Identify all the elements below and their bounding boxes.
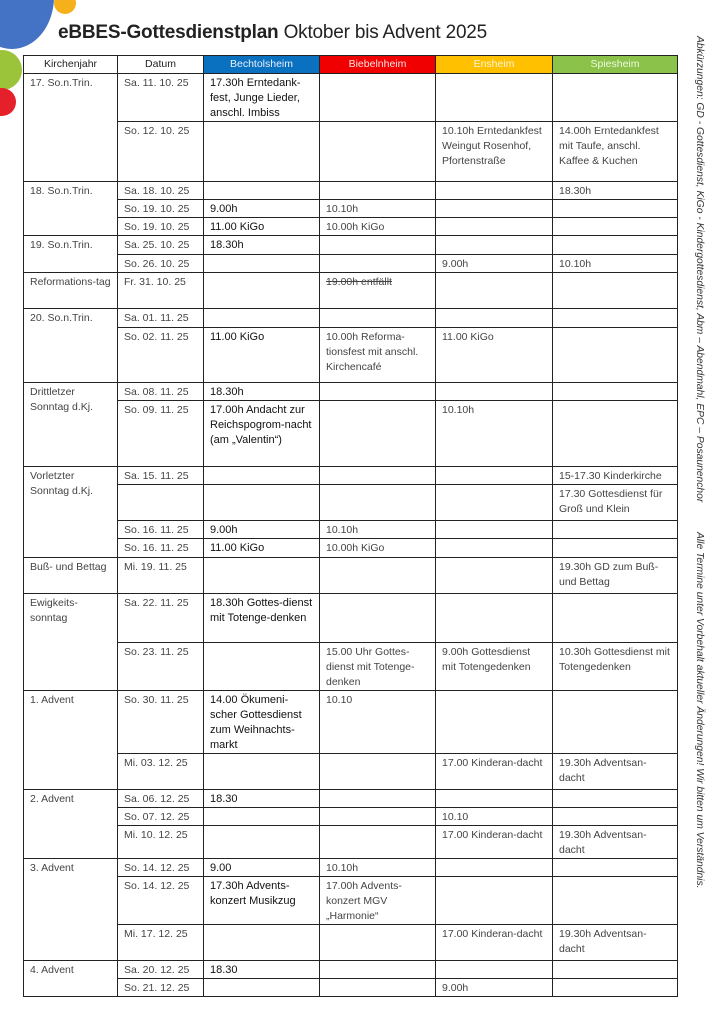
cell-datum-text: So. 19. 10. 25 (124, 221, 190, 233)
cell-biebelnheim (320, 808, 436, 826)
cell-ensheim (436, 255, 553, 273)
cell-ensheim-text: 17.00 Kinderan-dacht (442, 757, 543, 769)
cell-datum (118, 218, 204, 236)
table-row (24, 961, 678, 979)
cell-datum-text: So. 12. 10. 25 (124, 125, 190, 137)
cell-bechtolsheim (204, 255, 320, 273)
table-row (24, 826, 678, 859)
cell-spiesheim-text: 14.00h Erntedankfest mit Taufe, anschl. Kaffee & Kuchen (559, 125, 659, 167)
cell-datum (118, 594, 204, 643)
cell-datum-text: So. 30. 11. 25 (124, 694, 189, 706)
cell-bechtolsheim (204, 790, 320, 808)
cell-ensheim (436, 467, 553, 485)
cell-biebelnheim-text: 10.10h (326, 203, 359, 215)
table-body (24, 74, 678, 997)
cell-datum (118, 808, 204, 826)
table-row (24, 691, 678, 754)
cell-bechtolsheim (204, 539, 320, 558)
cell-ensheim (436, 790, 553, 808)
table-row (24, 122, 678, 182)
cell-biebelnheim (320, 485, 436, 521)
cell-kirchenjahr: 2. Advent (24, 790, 118, 859)
cell-spiesheim (553, 122, 678, 182)
cell-datum-text: So. 21. 12. 25 (124, 982, 190, 994)
cell-kirchenjahr: 4. Advent (24, 961, 118, 997)
cell-spiesheim (553, 790, 678, 808)
cell-ensheim-text: 11.00 KiGo (442, 331, 494, 343)
table-row (24, 925, 678, 961)
cell-bechtolsheim-text: 11.00 KiGo (210, 221, 265, 233)
cell-bechtolsheim-text: 18.30 (210, 793, 238, 805)
cell-datum-text: So. 16. 11. 25 (124, 524, 189, 536)
table-row (24, 200, 678, 218)
cell-kirchenjahr: 20. So.n.Trin. (24, 309, 118, 383)
cell-bechtolsheim (204, 643, 320, 691)
cell-spiesheim-text: 10.30h Gottesdienst mit Totengedenken (559, 646, 670, 673)
cell-spiesheim (553, 558, 678, 594)
cell-spiesheim-text: 19.30h Adventsan-dacht (559, 829, 647, 856)
cell-spiesheim (553, 826, 678, 859)
cell-biebelnheim (320, 328, 436, 383)
cell-biebelnheim-text: 10.00h Reforma-tionsfest mit anschl. Kirchencafé (326, 331, 419, 373)
cell-ensheim-text: 10.10h (442, 404, 475, 416)
cell-bechtolsheim (204, 594, 320, 643)
cell-bechtolsheim (204, 383, 320, 401)
cell-biebelnheim (320, 521, 436, 539)
cell-biebelnheim (320, 558, 436, 594)
cell-biebelnheim (320, 200, 436, 218)
cell-ensheim-text: 10.10h Erntedankfest Weingut Rosenhof, Pfortenstraße (442, 125, 542, 167)
cell-bechtolsheim (204, 74, 320, 122)
cell-ensheim (436, 521, 553, 539)
cell-datum-text: So. 02. 11. 25 (124, 331, 189, 343)
cell-bechtolsheim (204, 808, 320, 826)
cell-biebelnheim-text: 10.00h KiGo (326, 542, 385, 554)
cell-ensheim (436, 383, 553, 401)
cell-bechtolsheim (204, 122, 320, 182)
cell-datum (118, 328, 204, 383)
header-ensheim: Ensheim (436, 56, 553, 74)
header-bechtolsheim: Bechtolsheim (204, 56, 320, 74)
cell-datum-text: So. 16. 11. 25 (124, 542, 189, 554)
cell-bechtolsheim (204, 826, 320, 859)
page-title-rest: Oktober bis Advent 2025 (283, 22, 488, 43)
cell-kirchenjahr: 18. So.n.Trin. (24, 182, 118, 236)
cell-datum (118, 521, 204, 539)
cell-ensheim-text: 9.00h (442, 982, 469, 994)
cell-biebelnheim-text: 10.00h KiGo (326, 221, 385, 233)
cell-datum-text: Sa. 20. 12. 25 (124, 964, 190, 976)
cell-datum (118, 558, 204, 594)
cell-datum-text: So. 23. 11. 25 (124, 646, 189, 658)
logo-circle-blue (0, 0, 54, 49)
cell-ensheim (436, 754, 553, 790)
cell-bechtolsheim-text: 17.30h Advents-konzert Musikzug (210, 880, 296, 907)
cell-bechtolsheim (204, 200, 320, 218)
cell-bechtolsheim (204, 328, 320, 383)
cell-bechtolsheim (204, 859, 320, 877)
cell-bechtolsheim-text: 9.00h (210, 203, 238, 215)
cell-datum (118, 122, 204, 182)
schedule-table (23, 55, 678, 997)
cell-spiesheim (553, 691, 678, 754)
cell-ensheim (436, 594, 553, 643)
cell-ensheim (436, 808, 553, 826)
table-header-row (24, 56, 678, 74)
cell-ensheim (436, 925, 553, 961)
cell-spiesheim (553, 273, 678, 309)
cell-biebelnheim (320, 979, 436, 997)
page-title-bold: eBBES-Gottesdienstplan (58, 22, 279, 43)
cell-kirchenjahr: Vorletzter Sonntag d.Kj. (24, 467, 118, 558)
cell-datum (118, 273, 204, 309)
cell-biebelnheim (320, 182, 436, 200)
cell-kirchenjahr: Ewigkeits-sonntag (24, 594, 118, 691)
header-biebelnheim: Biebelnheim (320, 56, 436, 74)
cell-ensheim (436, 826, 553, 859)
cell-datum-text: Sa. 25. 10. 25 (124, 239, 190, 251)
cell-datum (118, 925, 204, 961)
header-datum: Datum (118, 56, 204, 74)
cell-biebelnheim-text: 17.00h Advents-konzert MGV „Harmonie“ (326, 880, 402, 922)
cell-spiesheim (553, 925, 678, 961)
cell-datum-text: So. 07. 12. 25 (124, 811, 190, 823)
cell-spiesheim (553, 877, 678, 925)
cell-kirchenjahr: Drittletzer Sonntag d.Kj. (24, 383, 118, 467)
table-row (24, 74, 678, 122)
cell-ensheim (436, 859, 553, 877)
logo-circle-orange (54, 0, 76, 14)
cell-biebelnheim (320, 236, 436, 255)
cell-spiesheim-text: 15-17.30 Kinderkirche (559, 470, 662, 482)
table-row (24, 754, 678, 790)
cell-biebelnheim (320, 273, 436, 309)
cell-spiesheim-text: 19.30h GD zum Buß- und Bettag (559, 561, 659, 588)
cell-bechtolsheim (204, 961, 320, 979)
cell-kirchenjahr: Buß- und Bettag (24, 558, 118, 594)
cell-bechtolsheim-text: 9.00h (210, 524, 238, 536)
table-row (24, 485, 678, 521)
table-row (24, 790, 678, 808)
cell-biebelnheim (320, 594, 436, 643)
cell-datum-text: Sa. 15. 11. 25 (124, 470, 189, 482)
cell-bechtolsheim (204, 754, 320, 790)
cell-biebelnheim-text: 10.10 (326, 694, 353, 706)
cell-ensheim-text: 9.00h (442, 258, 469, 270)
cell-spiesheim (553, 808, 678, 826)
cell-ensheim (436, 309, 553, 328)
cell-bechtolsheim (204, 273, 320, 309)
cell-bechtolsheim (204, 521, 320, 539)
cell-datum-text: Sa. 08. 11. 25 (124, 386, 189, 398)
cell-ensheim (436, 200, 553, 218)
cell-spiesheim (553, 485, 678, 521)
cell-biebelnheim (320, 218, 436, 236)
cell-spiesheim (553, 467, 678, 485)
table-row (24, 255, 678, 273)
cell-datum-text: Mi. 03. 12. 25 (124, 757, 188, 769)
cell-bechtolsheim (204, 401, 320, 467)
cell-spiesheim (553, 309, 678, 328)
cell-bechtolsheim-text: 11.00 KiGo (210, 542, 265, 554)
cell-bechtolsheim (204, 236, 320, 255)
cell-datum (118, 979, 204, 997)
cell-datum (118, 790, 204, 808)
cell-bechtolsheim-text: 9.00 (210, 862, 232, 874)
cell-spiesheim (553, 643, 678, 691)
cell-datum (118, 467, 204, 485)
disclaimer-note: Alle Termine unter Vorbehalt aktueller Änderungen! Wir bitten um Verständnis. (694, 532, 705, 889)
cell-datum-text: Sa. 18. 10. 25 (124, 185, 190, 197)
page-title (58, 22, 487, 44)
cell-spiesheim-text: 18.30h (559, 185, 592, 197)
cell-spiesheim-text: 10.10h (559, 258, 592, 270)
cell-datum-text: Fr. 31. 10. 25 (124, 276, 186, 288)
cell-biebelnheim (320, 826, 436, 859)
cell-datum (118, 485, 204, 521)
cell-biebelnheim (320, 122, 436, 182)
cell-bechtolsheim-text: 18.30h (210, 239, 244, 251)
cell-bechtolsheim-text: 17.30h Erntedank-fest, Junge Lieder, anschl. Imbiss (210, 77, 301, 119)
cell-datum (118, 877, 204, 925)
cell-datum-text: Mi. 17. 12. 25 (124, 928, 188, 940)
cell-spiesheim (553, 401, 678, 467)
cell-biebelnheim-text: 10.10h (326, 862, 359, 874)
cell-datum-text: So. 19. 10. 25 (124, 203, 190, 215)
cell-spiesheim (553, 200, 678, 218)
cell-ensheim (436, 691, 553, 754)
cell-biebelnheim-text: 15.00 Uhr Gottes-dienst mit Totenge-denken (326, 646, 415, 688)
cell-datum (118, 182, 204, 200)
cell-datum-text: Sa. 06. 12. 25 (124, 793, 190, 805)
cell-datum (118, 255, 204, 273)
cell-datum (118, 236, 204, 255)
cell-spiesheim (553, 74, 678, 122)
cell-spiesheim-text: 19.30h Adventsan-dacht (559, 757, 647, 784)
cell-bechtolsheim-text: 18.30 (210, 964, 238, 976)
cell-ensheim (436, 122, 553, 182)
cell-spiesheim (553, 236, 678, 255)
table-row (24, 383, 678, 401)
cell-kirchenjahr: 19. So.n.Trin. (24, 236, 118, 273)
cell-bechtolsheim (204, 218, 320, 236)
cell-ensheim (436, 236, 553, 255)
cell-datum-text: So. 09. 11. 25 (124, 404, 189, 416)
table-row (24, 328, 678, 383)
cell-ensheim (436, 328, 553, 383)
cell-bechtolsheim (204, 925, 320, 961)
cell-biebelnheim-text: 10.10h (326, 524, 359, 536)
table-row (24, 521, 678, 539)
table-row (24, 877, 678, 925)
table-row (24, 808, 678, 826)
cell-datum (118, 691, 204, 754)
table-row (24, 401, 678, 467)
cell-datum-text: So. 14. 12. 25 (124, 862, 190, 874)
cell-spiesheim (553, 594, 678, 643)
cell-bechtolsheim (204, 182, 320, 200)
cell-ensheim (436, 877, 553, 925)
table-row (24, 979, 678, 997)
table-row (24, 539, 678, 558)
cell-datum (118, 383, 204, 401)
cell-ensheim-text: 17.00 Kinderan-dacht (442, 928, 543, 940)
table-row (24, 182, 678, 200)
cell-bechtolsheim-text: 18.30h (210, 386, 244, 398)
cell-spiesheim (553, 182, 678, 200)
cell-datum (118, 539, 204, 558)
cell-biebelnheim (320, 961, 436, 979)
cell-ensheim (436, 979, 553, 997)
cell-bechtolsheim-text: 18.30h Gottes-dienst mit Totenge-denken (210, 597, 313, 624)
cell-ensheim (436, 643, 553, 691)
abbreviations-note: Abkürzungen: GD - Gottesdienst, KiGo - Kindergottesdienst, Abm – Abendmahl, EPC – Posaunenchor (694, 36, 705, 503)
cell-kirchenjahr: 1. Advent (24, 691, 118, 790)
cell-spiesheim (553, 859, 678, 877)
cell-spiesheim (553, 218, 678, 236)
cell-spiesheim (553, 979, 678, 997)
table-row (24, 467, 678, 485)
cell-spiesheim (553, 521, 678, 539)
cell-datum (118, 309, 204, 328)
cell-biebelnheim (320, 859, 436, 877)
table-row (24, 643, 678, 691)
cell-ensheim (436, 961, 553, 979)
cell-datum (118, 859, 204, 877)
cell-datum-text: Sa. 11. 10. 25 (124, 77, 189, 89)
cell-kirchenjahr: 3. Advent (24, 859, 118, 961)
cell-datum (118, 74, 204, 122)
cell-bechtolsheim (204, 877, 320, 925)
cell-biebelnheim (320, 383, 436, 401)
cell-bechtolsheim (204, 467, 320, 485)
cell-biebelnheim (320, 255, 436, 273)
logo-circle-red (0, 88, 16, 116)
cell-datum-text: So. 14. 12. 25 (124, 880, 190, 892)
cell-datum (118, 643, 204, 691)
cell-datum (118, 200, 204, 218)
cell-ensheim (436, 273, 553, 309)
cell-biebelnheim (320, 467, 436, 485)
cell-bechtolsheim (204, 485, 320, 521)
cell-kirchenjahr: Reformations-tag (24, 273, 118, 309)
cell-datum (118, 826, 204, 859)
cell-biebelnheim (320, 790, 436, 808)
cell-ensheim (436, 401, 553, 467)
cell-datum (118, 401, 204, 467)
cell-biebelnheim-text: 19.00h entfällt (326, 276, 392, 288)
cell-biebelnheim (320, 877, 436, 925)
cell-ensheim-text: 10.10 (442, 811, 469, 823)
cell-spiesheim (553, 328, 678, 383)
cell-ensheim (436, 558, 553, 594)
cell-datum (118, 754, 204, 790)
table-row (24, 859, 678, 877)
cell-biebelnheim (320, 309, 436, 328)
cell-datum (118, 961, 204, 979)
table-row (24, 273, 678, 309)
cell-datum-text: Sa. 01. 11. 25 (124, 312, 189, 324)
cell-datum-text: Mi. 19. 11. 25 (124, 561, 187, 573)
cell-ensheim-text: 17.00 Kinderan-dacht (442, 829, 543, 841)
cell-spiesheim (553, 961, 678, 979)
table-row (24, 594, 678, 643)
table-row (24, 218, 678, 236)
header-spiesheim: Spiesheim (553, 56, 678, 74)
cell-biebelnheim (320, 539, 436, 558)
cell-ensheim-text: 9.00h Gottesdienst mit Totengedenken (442, 646, 531, 673)
cell-bechtolsheim-text: 14.00 Ökumeni-scher Gottesdienst zum Weihnachts-markt (210, 694, 302, 751)
cell-bechtolsheim (204, 309, 320, 328)
cell-spiesheim (553, 539, 678, 558)
cell-ensheim (436, 539, 553, 558)
cell-biebelnheim (320, 925, 436, 961)
cell-ensheim (436, 485, 553, 521)
cell-spiesheim-text: 19.30h Adventsan-dacht (559, 928, 647, 955)
header-kirchenjahr: Kirchenjahr (24, 56, 118, 74)
logo-circle-green (0, 50, 22, 90)
cell-datum-text: Sa. 22. 11. 25 (124, 597, 189, 609)
table-row (24, 309, 678, 328)
cell-spiesheim (553, 255, 678, 273)
cell-bechtolsheim-text: 11.00 KiGo (210, 331, 265, 343)
cell-biebelnheim (320, 74, 436, 122)
cell-ensheim (436, 218, 553, 236)
cell-bechtolsheim (204, 979, 320, 997)
cell-kirchenjahr: 17. So.n.Trin. (24, 74, 118, 182)
cell-datum-text: So. 26. 10. 25 (124, 258, 190, 270)
table-row (24, 236, 678, 255)
cell-spiesheim (553, 754, 678, 790)
cell-biebelnheim (320, 643, 436, 691)
cell-biebelnheim (320, 754, 436, 790)
cell-spiesheim (553, 383, 678, 401)
cell-ensheim (436, 74, 553, 122)
cell-spiesheim-text: 17.30 Gottesdienst für Groß und Klein (559, 488, 663, 515)
cell-biebelnheim (320, 691, 436, 754)
cell-bechtolsheim (204, 691, 320, 754)
cell-bechtolsheim-text: 17.00h Andacht zur Reichspogrom-nacht (am „Valentin“) (210, 404, 312, 446)
cell-biebelnheim (320, 401, 436, 467)
cell-bechtolsheim (204, 558, 320, 594)
cell-ensheim (436, 182, 553, 200)
table-row (24, 558, 678, 594)
cell-datum-text: Mi. 10. 12. 25 (124, 829, 188, 841)
